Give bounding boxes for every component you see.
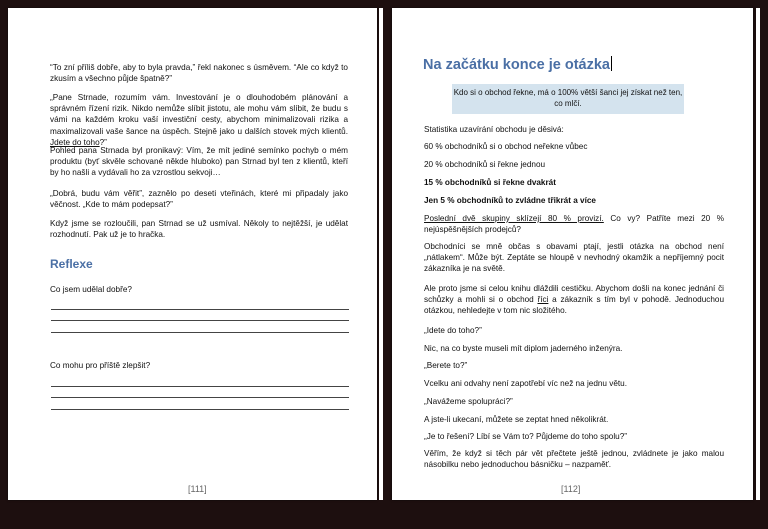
answer-line	[51, 397, 349, 398]
stat-line: 60 % obchodníků si o obchod neřekne vůbec	[424, 142, 588, 151]
page-number-left: [111]	[188, 484, 207, 494]
paragraph-reply-text: „Pane Strnade, rozumím vám. Investování je o dlouhodobém plánování a správném řízení rizik. Nikdo nemůže slíbit jistotu, ale mohu vám slíbit, že budu s vámi na každém kroku vaší investiční cesty, abychom minimalizovali rizika a maximalizovali vaše šance na úspěch. Stejně jako u dalších stovek mých klientů.	[50, 93, 348, 136]
question-comment: A jste-li ukecaní, můžete se zeptat hned několikrát.	[424, 415, 609, 424]
answer-line	[51, 386, 349, 387]
underlined-claim: Poslední dvě skupiny sklízejí 80 % provizí.	[424, 214, 604, 223]
inline-link-jdete: Jdete do toho	[50, 137, 100, 147]
page-number-right: [112]	[561, 484, 581, 494]
answer-line	[51, 309, 349, 310]
question-comment: Vcelku ani odvahy není zapotřebí víc než na jednu větu.	[424, 379, 628, 388]
paragraph-quote-1: “To zní příliš dobře, aby to byla pravda,” řekl nakonec s úsměvem. “Ale co když to zkusím a všechno půjde špatně?”	[50, 63, 348, 84]
question-example: „Idete do toho?”	[424, 326, 482, 335]
claim-rest: Co vy? Patříte mezi 20 % nejúspěšnějších prodejců?	[424, 214, 724, 235]
question-example: „Navážeme spolupráci?”	[424, 397, 513, 406]
steps-text-a: Ale proto jsme si celou knihu dláždili cestičku. Abychom došli na konec jednání či schůzky a mohli si o obchod	[424, 284, 724, 305]
paragraph-farewell: Když jsme se rozloučili, pan Strnad se už usmíval. Několy to nejtěžší, je udělat rozhodnutí. Pak už je to hračka.	[50, 219, 348, 240]
chapter-heading-text: Na začátku konce je otázka	[423, 57, 610, 73]
stat-line: 20 % obchodníků si řekne jednou	[424, 160, 546, 169]
answer-line	[51, 332, 349, 333]
paragraph-decision: „Dobrá, budu vám věřit”, zaznělo po deseti vteřinách, které mi připadaly jako věčnost. „Kde to mám podepsat?”	[50, 189, 348, 210]
paragraph-steps	[424, 283, 724, 317]
question-improve: Co mohu pro příště zlepšit?	[50, 361, 151, 370]
question-well-done: Co jsem udělal dobře?	[50, 285, 132, 294]
right-page	[392, 8, 753, 500]
question-example: „Je to řešení? Líbí se Vám to? Půjdeme do toho spolu?”	[424, 432, 627, 441]
question-example: „Berete to?”	[424, 361, 468, 370]
paragraph-reply	[50, 92, 348, 148]
callout-box: Kdo si o obchod řekne, má o 100% větší šanci jej získat než ten, co mlčí.	[452, 84, 684, 114]
paragraph-claim	[424, 213, 724, 235]
word-rici: říci	[537, 295, 549, 305]
stat-line-bold: 15 % obchodníků si řekne dvakrát	[424, 178, 556, 187]
page-edge	[379, 8, 383, 500]
text-cursor	[611, 56, 612, 71]
paragraph-gaze: Pohled pana Strnada byl pronikavý: Vím, že mít jediné semínko pochyb o mém produktu (byť skvěle schované někde hluboko) pan Strnad byl ten z klientů, kteří by ho našli a vydávali ho za vzrostlou sekvoji…	[50, 146, 348, 178]
stats-intro: Statistika uzavírání obchodu je děsivá:	[424, 125, 564, 134]
answer-line	[51, 409, 349, 410]
stat-line-bold: Jen 5 % obchodníků to zvládne třikrát a více	[424, 196, 596, 205]
answer-line	[51, 320, 349, 321]
paragraph-fear: Obchodníci se mně občas s obavami ptají, jestli otázka na obchod není „nátlakem“. Může být. Zeptáte se hloupě v nevhodný okamžik a nepříjemný pocit zákazníka je na světě.	[424, 242, 724, 274]
paragraph-reply-end: ?”	[99, 137, 107, 147]
chapter-heading	[423, 56, 612, 73]
left-page	[8, 8, 377, 500]
steps-text-b: a zákazník s tím byl v pohodě. Jednoduchou otázkou, nehledejte v tom nic složitého.	[424, 295, 724, 316]
section-heading-reflexe: Reflexe	[50, 257, 93, 271]
page-edge	[756, 8, 760, 500]
question-comment: Nic, na co byste museli mít diplom jaderného inženýra.	[424, 344, 623, 353]
paragraph-closing: Věřím, že když si těch pár vět přečtete ještě jednou, zvládnete je jako malou násobilku nebo jednoduchou básničku – nazpaměť.	[424, 449, 724, 470]
